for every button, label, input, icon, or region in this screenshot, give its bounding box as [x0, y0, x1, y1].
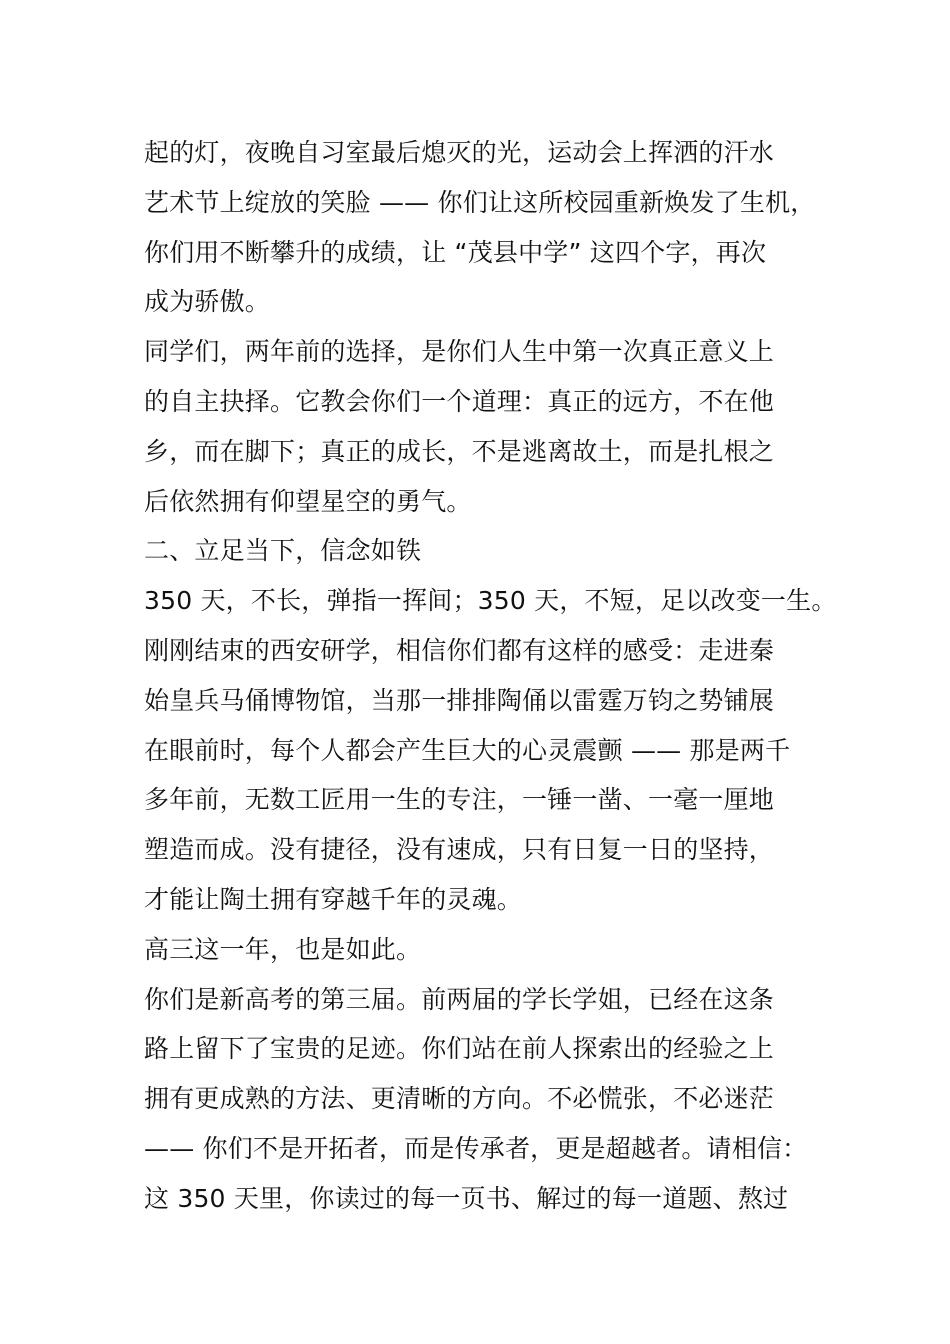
text-line: 高三这一年，也是如此。 — [144, 934, 422, 964]
text-line: 350 天，不长，弹指一挥间；350 天，不短，足以改变一生。 — [144, 586, 837, 616]
text-line: 后依然拥有仰望星空的勇气。 — [144, 486, 472, 516]
text-line: 多年前，无数工匠用一生的专注，一锤一凿、一毫一厘地 — [144, 785, 775, 815]
section-heading: 二、立足当下，信念如铁 — [144, 536, 422, 566]
text-line: 你们是新高考的第三届。前两届的学长学姐，已经在这条 — [144, 984, 775, 1014]
text-line: 乡，而在脚下；真正的成长，不是逃离故土，而是扎根之 — [144, 436, 775, 466]
text-line: 拥有更成熟的方法、更清晰的方向。不必慌张，不必迷茫 — [144, 1084, 775, 1114]
text-line: 同学们，两年前的选择，是你们人生中第一次真正意义上 — [144, 337, 775, 367]
text-line: —— 你们不是开拓者，而是传承者，更是超越者。请相信： — [144, 1133, 808, 1163]
text-line: 这 350 天里，你读过的每一页书、解过的每一道题、熬过 — [144, 1183, 789, 1213]
text-line: 路上留下了宝贵的足迹。你们站在前人探索出的经验之上 — [144, 1034, 775, 1064]
text-line: 始皇兵马俑博物馆，当那一排排陶俑以雷霆万钧之势铺展 — [144, 685, 775, 715]
text-line: 艺术节上绽放的笑脸 —— 你们让这所校园重新焕发了生机， — [144, 187, 816, 217]
document-body — [144, 128, 837, 1224]
text-line: 在眼前时，每个人都会产生巨大的心灵震颤 —— 那是两千 — [144, 735, 791, 765]
text-line: 刚刚结束的西安研学，相信你们都有这样的感受：走进秦 — [144, 635, 775, 665]
text-line: 起的灯，夜晚自习室最后熄灭的光，运动会上挥洒的汗水 — [144, 138, 775, 167]
text-line: 才能让陶土拥有穿越千年的灵魂。 — [144, 884, 523, 914]
text-line: 塑造而成。没有捷径，没有速成，只有日复一日的坚持， — [144, 835, 775, 865]
text-line: 成为骄傲。 — [144, 287, 271, 317]
text-line: 你们用不断攀升的成绩，让 “茂县中学” 这四个字，再次 — [144, 237, 767, 267]
text-line: 的自主抉择。它教会你们一个道理：真正的远方，不在他 — [144, 386, 775, 416]
